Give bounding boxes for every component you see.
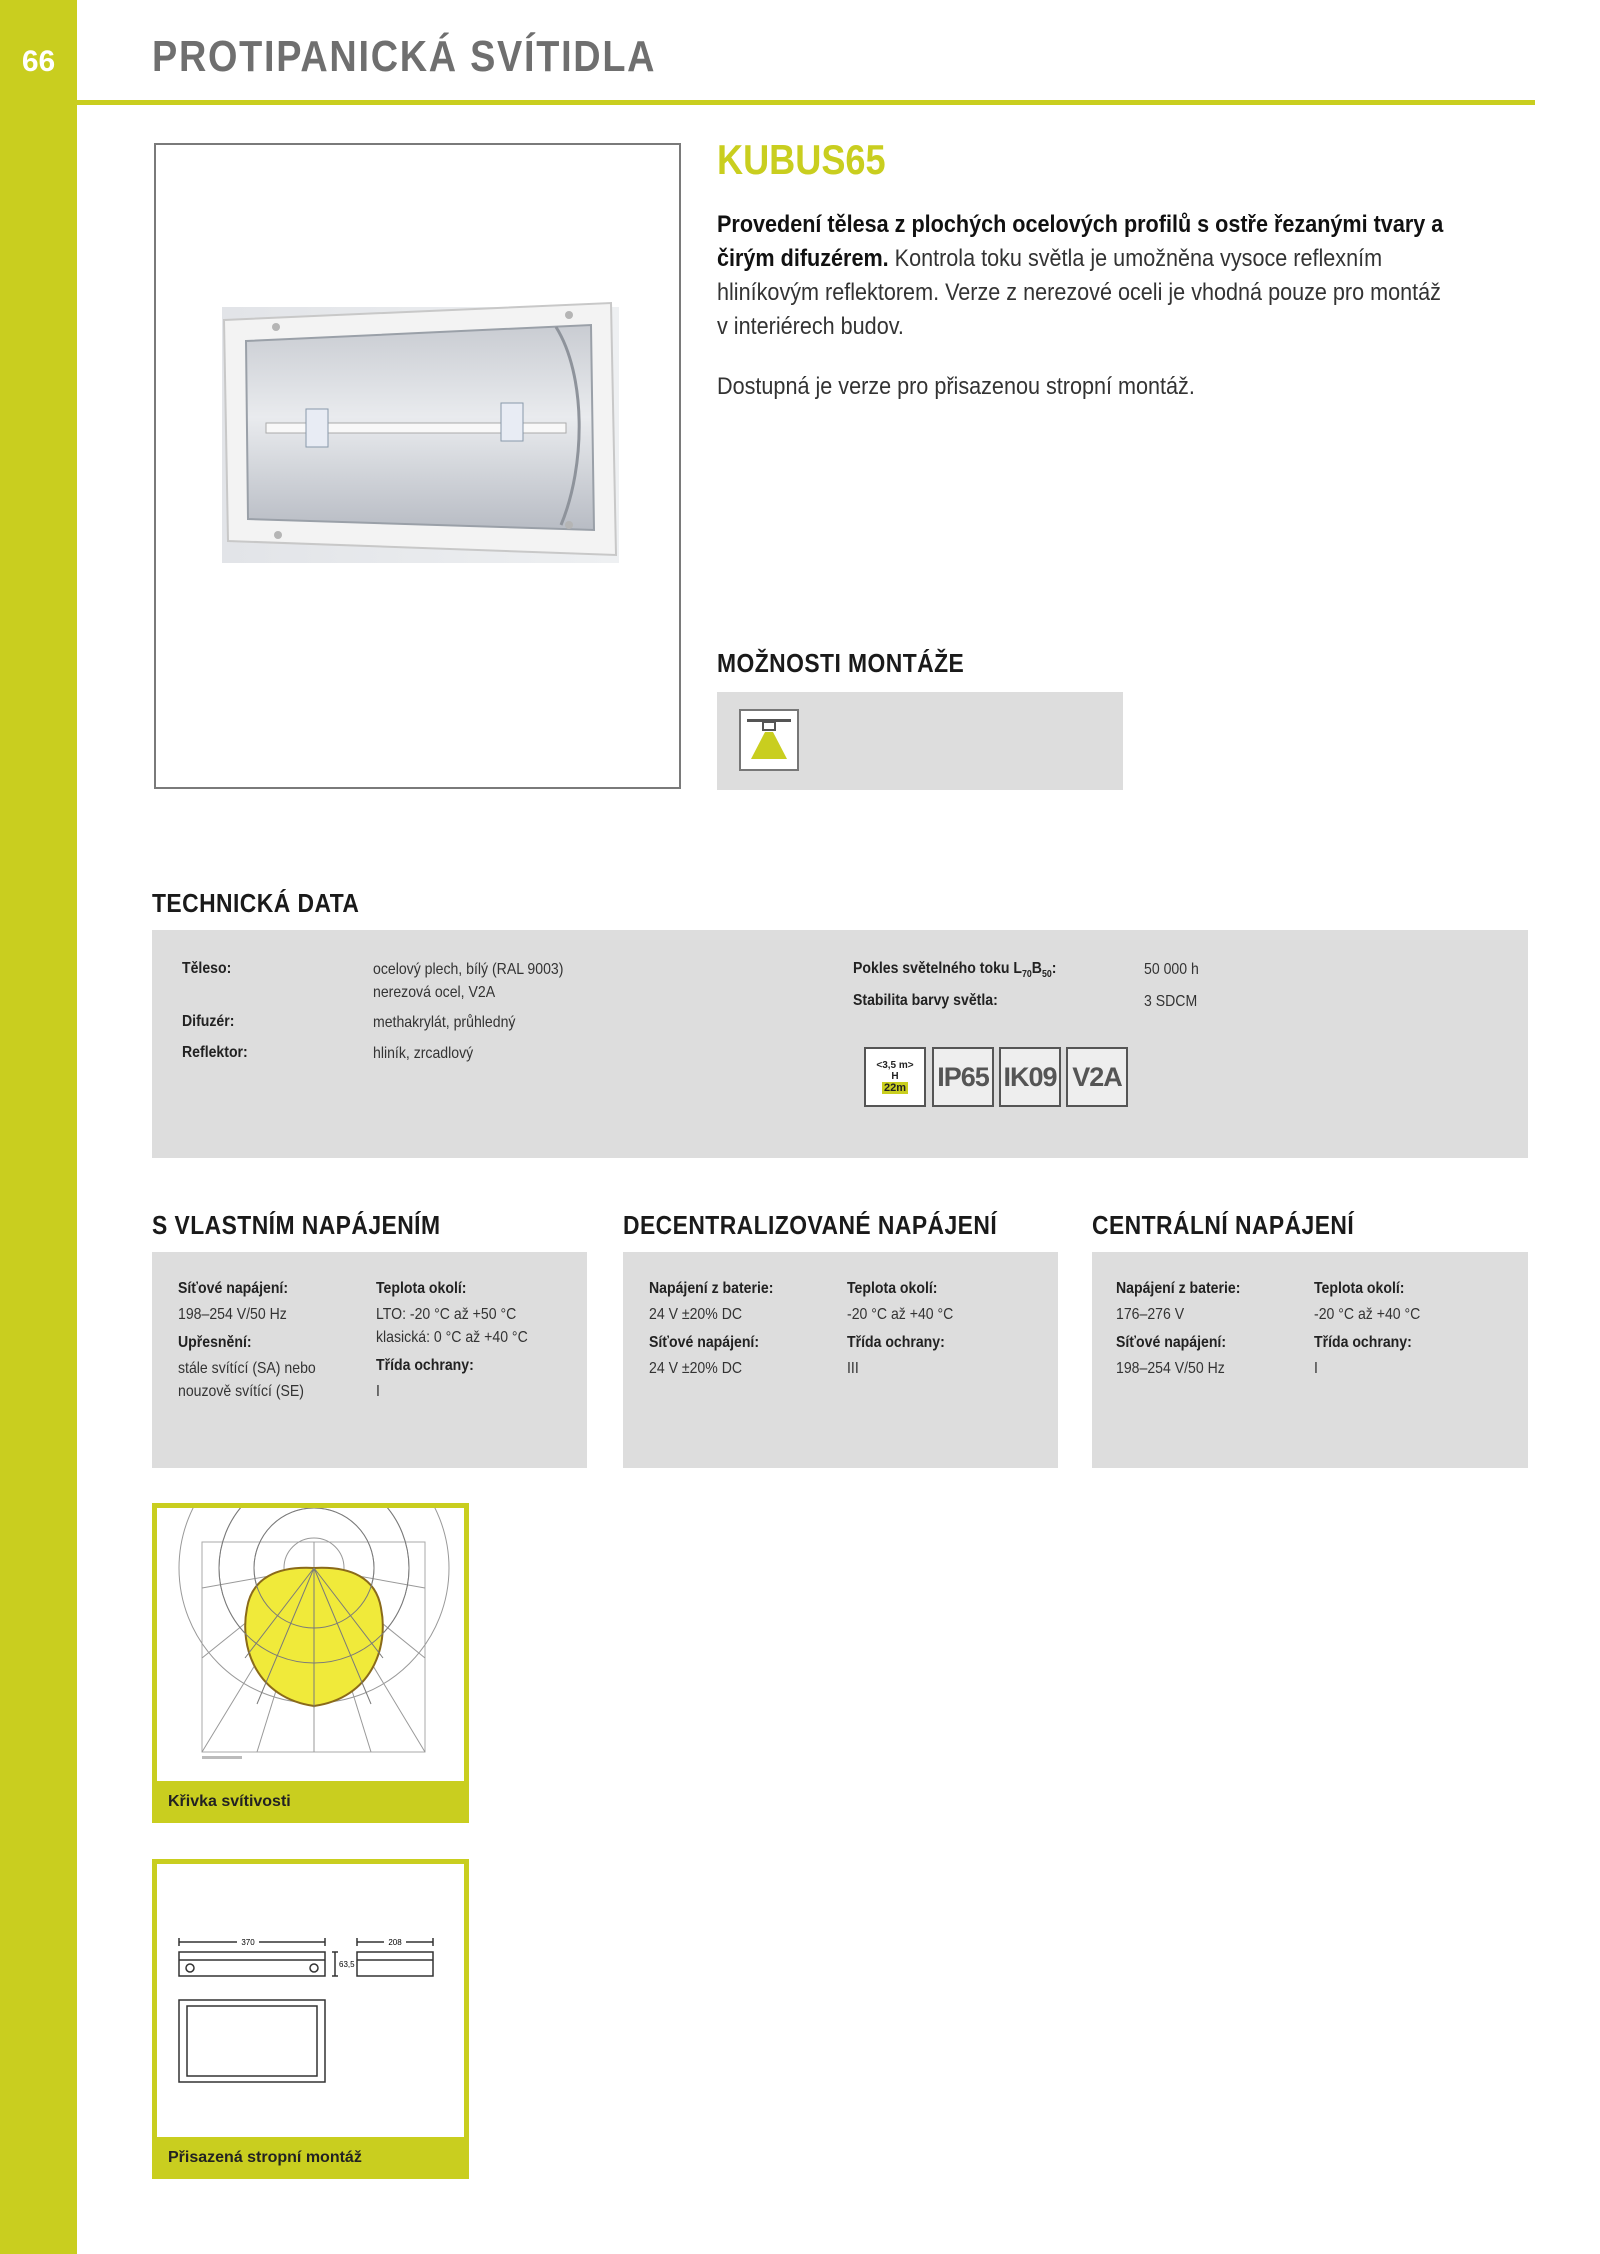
badge-height-letter: H <box>891 1071 899 1082</box>
page-number: 66 <box>21 45 56 78</box>
power-box-central <box>1092 1252 1528 1468</box>
product-availability: Dostupná je verze pro přisazenou stropní montáž. <box>717 373 1195 400</box>
power-value: -20 °C až +40 °C <box>1314 1306 1421 1323</box>
power-value: I <box>376 1383 380 1400</box>
dimension-drawing-caption: Přisazená stropní montáž <box>152 2137 469 2179</box>
power-box-self <box>152 1252 587 1468</box>
mounting-heading: MOŽNOSTI MONTÁŽE <box>717 648 965 678</box>
power-label: Třída ochrany: <box>376 1357 474 1374</box>
power-label: Síťové napájení: <box>178 1280 289 1297</box>
flux-label: Pokles světelného toku $L_{70}B_{50}$: <box>853 960 1057 981</box>
technical-data-box <box>152 930 1528 1158</box>
product-photo-frame <box>154 143 681 789</box>
spec-label: Těleso: <box>182 960 232 977</box>
power-value: III <box>847 1360 859 1377</box>
technical-heading: TECHNICKÁ DATA <box>152 888 360 918</box>
power-value: 24 V ±20% DC <box>649 1360 743 1377</box>
description-text: Kontrola toku světla je umožněna vysoce reflexním hliníkovým reflektorem. Verze z nerezové oceli je vhodná pouze pro montáž v interiérech budov. <box>717 245 1441 340</box>
color-stability-value: 3 SDCM <box>1144 993 1198 1010</box>
power-label: Teplota okolí: <box>1314 1280 1405 1297</box>
power-label: Třída ochrany: <box>1314 1334 1412 1351</box>
luminaire-photo <box>156 145 679 787</box>
power-value: 24 V ±20% DC <box>649 1306 743 1323</box>
power-value: 198–254 V/50 Hz <box>1116 1360 1225 1377</box>
power-label: Teplota okolí: <box>376 1280 467 1297</box>
power-label: Síťové napájení: <box>649 1334 760 1351</box>
power-value: nouzově svítící (SE) <box>178 1383 304 1400</box>
spec-value: methakrylát, průhledný <box>373 1014 516 1031</box>
ik-rating-badge: IK09 <box>999 1047 1061 1107</box>
ip-rating-badge: IP65 <box>932 1047 994 1107</box>
power-heading-decentral: DECENTRALIZOVANÉ NAPÁJENÍ <box>623 1210 998 1240</box>
spec-value: ocelový plech, bílý (RAL 9003) <box>373 961 564 978</box>
power-value: I <box>1314 1360 1318 1377</box>
power-value: 176–276 V <box>1116 1306 1185 1323</box>
header-rule <box>77 100 1535 105</box>
flux-value: 50 000 h <box>1144 961 1199 978</box>
ceiling-mount-icon <box>739 709 799 771</box>
material-v2a-badge: V2A <box>1066 1047 1128 1107</box>
power-label: Teplota okolí: <box>847 1280 938 1297</box>
section-title: PROTIPANICKÁ SVÍTIDLA <box>152 32 657 81</box>
dimension-drawing-frame <box>152 1859 469 2177</box>
polar-light-curve <box>157 1508 464 1774</box>
product-title: KUBUS65 <box>717 136 886 183</box>
power-label: Třída ochrany: <box>847 1334 945 1351</box>
power-value: stále svítící (SA) nebo <box>178 1360 316 1377</box>
description-bold: Provedení tělesa z plochých ocelových profilů s ostře řezanými tvary a čirým difuzérem. <box>717 211 1444 272</box>
badge-height-range: <3,5 m> <box>876 1060 914 1071</box>
mounting-height-badge <box>864 1047 926 1107</box>
light-curve-frame <box>152 1503 469 1821</box>
dimension-width: 370 <box>241 1938 255 1947</box>
light-curve-caption: Křivka svítivosti <box>152 1781 469 1823</box>
badge-height-distance: 22m <box>883 1082 907 1094</box>
dimension-drawing <box>157 1864 464 2130</box>
power-label: Síťové napájení: <box>1116 1334 1227 1351</box>
power-label: Napájení z baterie: <box>1116 1280 1241 1297</box>
product-description <box>717 208 1446 344</box>
power-value: LTO: -20 °C až +50 °C <box>376 1306 517 1323</box>
power-value: klasická: 0 °C až +40 °C <box>376 1329 528 1346</box>
power-heading-central: CENTRÁLNÍ NAPÁJENÍ <box>1092 1210 1355 1240</box>
power-label: Upřesnění: <box>178 1334 252 1351</box>
dimension-height: 63,5 <box>339 1960 355 1969</box>
power-value: -20 °C až +40 °C <box>847 1306 954 1323</box>
power-heading-self: S VLASTNÍM NAPÁJENÍM <box>152 1210 441 1240</box>
dimension-depth: 208 <box>388 1938 402 1947</box>
color-stability-label: Stabilita barvy světla: <box>853 992 998 1009</box>
spec-label: Reflektor: <box>182 1044 248 1061</box>
spec-value: nerezová ocel, V2A <box>373 984 496 1001</box>
spec-value: hliník, zrcadlový <box>373 1045 474 1062</box>
power-label: Napájení z baterie: <box>649 1280 774 1297</box>
mounting-options-box <box>717 692 1123 790</box>
spec-label: Difuzér: <box>182 1013 235 1030</box>
power-value: 198–254 V/50 Hz <box>178 1306 287 1323</box>
sidebar-accent-bar <box>0 0 77 2254</box>
power-box-decentral <box>623 1252 1058 1468</box>
